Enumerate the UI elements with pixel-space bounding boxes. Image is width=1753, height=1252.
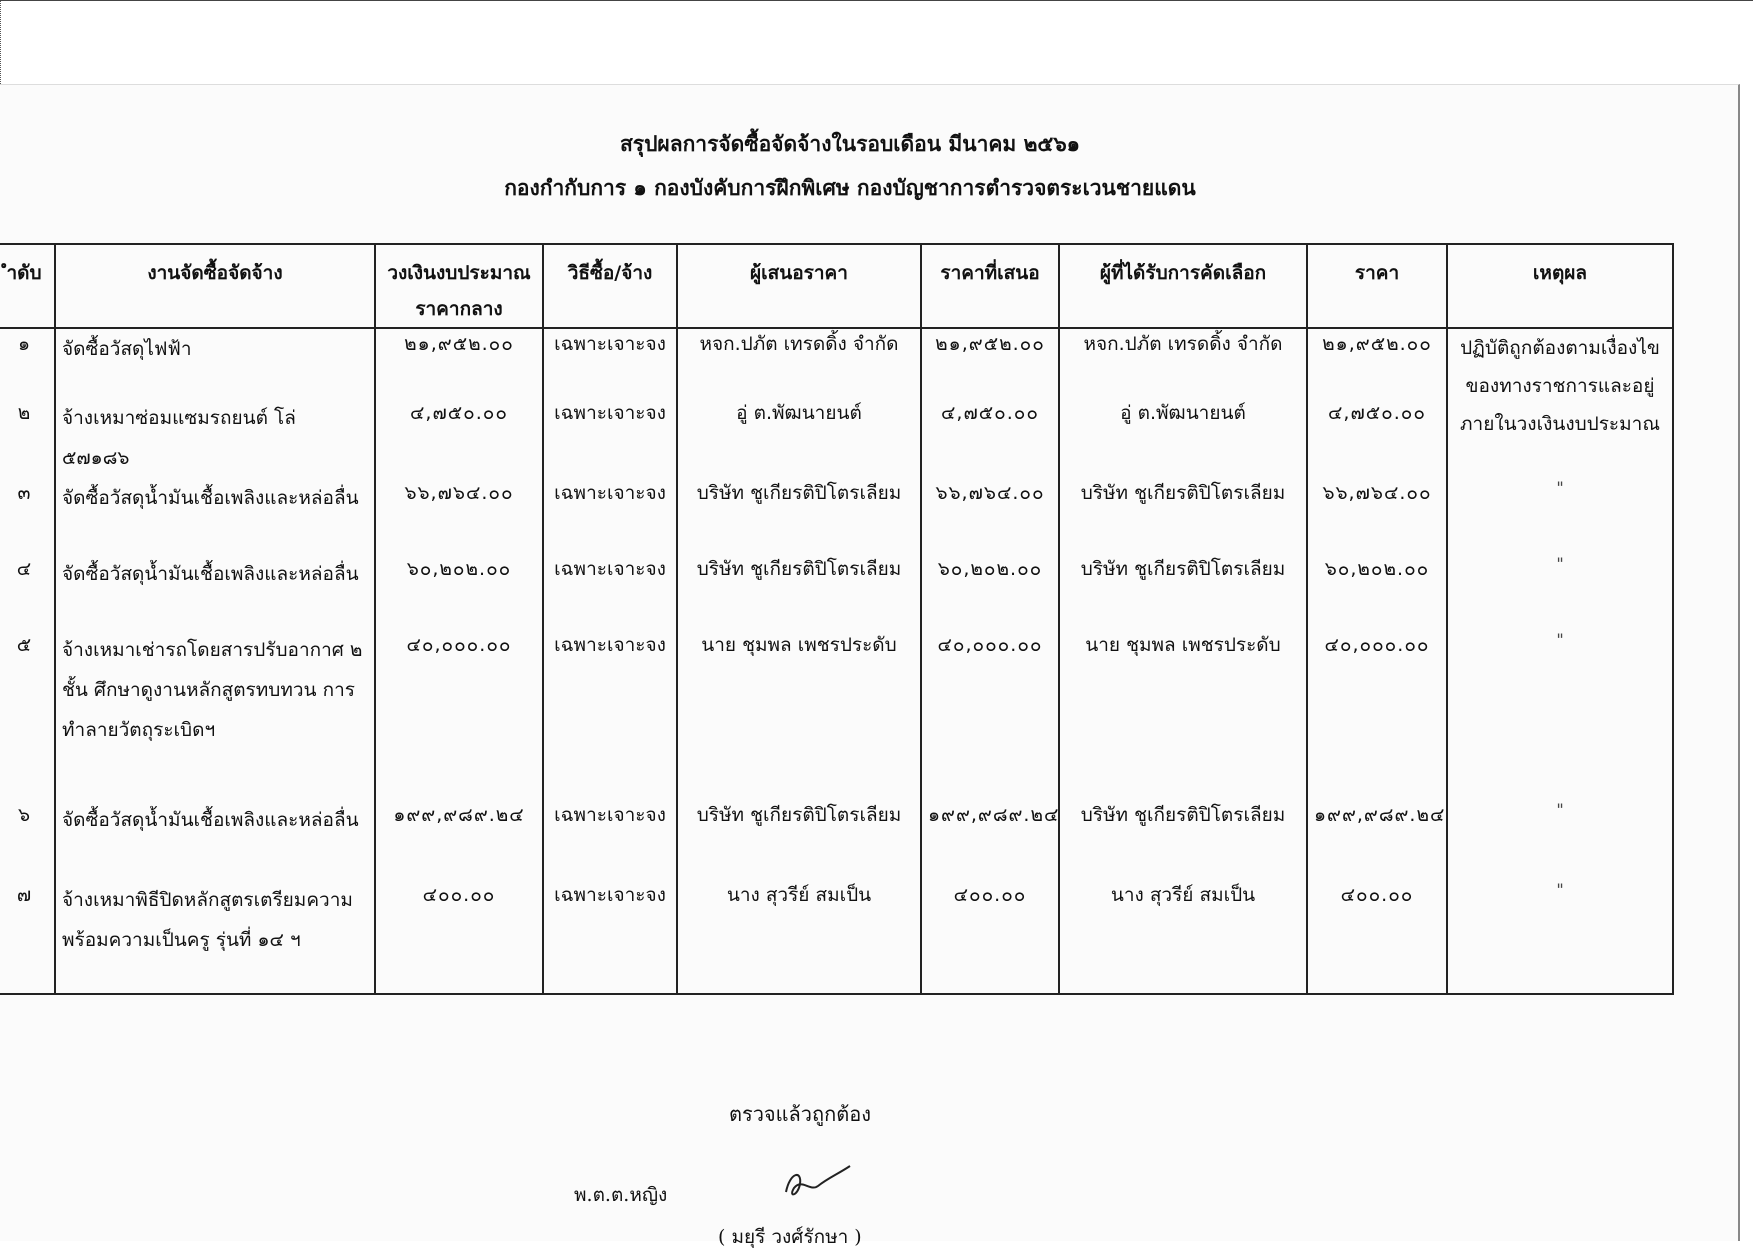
row-number: ๗: [0, 880, 55, 994]
row-bidder: นาง สุวรีย์ สมเป็น: [677, 880, 921, 994]
table-row: [0, 398, 1673, 478]
row-price: ๖๐,๒๐๒.๐๐: [1307, 554, 1447, 630]
procurement-table: [0, 243, 1674, 995]
row-price: ๑๙๙,๙๘๙.๒๔: [1307, 800, 1447, 880]
row-method: เฉพาะเจาะจง: [543, 398, 677, 478]
signature-mark: [780, 1162, 852, 1204]
row-budget: ๒๑,๙๕๒.๐๐: [375, 328, 543, 398]
col-header-budget-label: วงเงินงบประมาณ: [387, 262, 531, 284]
row-bid-price: ๖๖,๗๖๔.๐๐: [921, 478, 1059, 554]
row-selected: นาย ชุมพล เพชรประดับ: [1059, 630, 1307, 800]
row-selected: อู่ ต.พัฒนายนต์: [1059, 398, 1307, 478]
col-header-bid-price: ราคาที่เสนอ: [921, 244, 1059, 328]
row-number: ๔: [0, 554, 55, 630]
col-header-item: งานจัดซื้อจัดจ้าง: [55, 244, 375, 328]
row-item: จ้างเหมาพิธีปิดหลักสูตรเตรียมความ พร้อมความเป็นครู รุ่นที่ ๑๔ ฯ: [55, 880, 375, 994]
row-budget: ๖๐,๒๐๒.๐๐: [375, 554, 543, 630]
row-budget: ๔๐๐.๐๐: [375, 880, 543, 994]
row-bid-price: ๒๑,๙๕๒.๐๐: [921, 328, 1059, 398]
row-number: ๓: [0, 478, 55, 554]
row-price: ๔๐๐.๐๐: [1307, 880, 1447, 994]
row-item: จัดซื้อวัสดุน้ำมันเชื้อเพลิงและหล่อลื่น: [55, 800, 375, 880]
scan-edge-top: [0, 0, 1753, 7]
row-item: จัดซื้อวัสดุน้ำมันเชื้อเพลิงและหล่อลื่น: [55, 478, 375, 554]
row-budget: ๔๐,๐๐๐.๐๐: [375, 630, 543, 800]
row-item: จัดซื้อวัสดุไฟฟ้า: [55, 328, 375, 398]
row-item: จ้างเหมาซ่อมแซมรถยนต์ โล่ ๕๗๑๘๖: [55, 398, 375, 478]
row-price: ๔๐,๐๐๐.๐๐: [1307, 630, 1447, 800]
row-method: เฉพาะเจาะจง: [543, 554, 677, 630]
col-header-budget: [375, 244, 543, 328]
col-header-bidder: ผู้เสนอราคา: [677, 244, 921, 328]
verification-text: ตรวจแล้วถูกต้อง: [728, 1102, 872, 1126]
row-reason-ditto: ": [1447, 800, 1673, 880]
row-price: ๒๑,๙๕๒.๐๐: [1307, 328, 1447, 398]
document-subtitle: กองกำกับการ ๑ กองบังคับการฝึกพิเศษ กองบัญชาการตำรวจตระเวนชายแดน: [504, 175, 1196, 200]
table-header-row: [0, 244, 1673, 328]
row-budget: ๑๙๙,๙๘๙.๒๔: [375, 800, 543, 880]
row-bid-price: ๔๐,๐๐๐.๐๐: [921, 630, 1059, 800]
row-bidder: อู่ ต.พัฒนายนต์: [677, 398, 921, 478]
row-reason: ปฏิบัติถูกต้องตามเงื่องไข ของทางราชการและอยู่ ภายในวงเงินงบประมาณ: [1447, 328, 1673, 478]
row-method: เฉพาะเจาะจง: [543, 328, 677, 398]
table-row: [0, 328, 1673, 398]
document-title: สรุปผลการจัดซื้อจัดจ้างในรอบเดือน มีนาคม ๒๕๖๑: [619, 131, 1080, 156]
row-bid-price: ๑๙๙,๙๘๙.๒๔: [921, 800, 1059, 880]
row-bidder: บริษัท ชูเกียรติปิโตรเลียม: [677, 800, 921, 880]
row-reason-ditto: ": [1447, 630, 1673, 800]
table-row: [0, 880, 1673, 994]
row-budget: ๔,๗๕๐.๐๐: [375, 398, 543, 478]
signer-name: ( มยุรี วงศ์รักษา ): [718, 1226, 862, 1248]
row-bid-price: ๖๐,๒๐๒.๐๐: [921, 554, 1059, 630]
table-row: [0, 630, 1673, 800]
row-reason-ditto: ": [1447, 478, 1673, 554]
row-bidder: บริษัท ชูเกียรติปิโตรเลียม: [677, 478, 921, 554]
row-selected: บริษัท ชูเกียรติปิโตรเลียม: [1059, 800, 1307, 880]
row-number: ๑: [0, 328, 55, 398]
row-bid-price: ๔,๗๕๐.๐๐: [921, 398, 1059, 478]
row-method: เฉพาะเจาะจง: [543, 880, 677, 994]
signer-rank: พ.ต.ต.หญิง: [574, 1184, 668, 1206]
row-bid-price: ๔๐๐.๐๐: [921, 880, 1059, 994]
row-reason-ditto: ": [1447, 554, 1673, 630]
row-selected: นาง สุวรีย์ สมเป็น: [1059, 880, 1307, 994]
row-bidder: นาย ชุมพล เพชรประดับ: [677, 630, 921, 800]
row-reason-ditto: ": [1447, 880, 1673, 994]
row-number: ๖: [0, 800, 55, 880]
col-header-price: ราคา: [1307, 244, 1447, 328]
col-header-budget-sub: ราคากลาง: [415, 298, 503, 320]
col-header-reason: เหตุผล: [1447, 244, 1673, 328]
table-row: [0, 554, 1673, 630]
row-number: ๕: [0, 630, 55, 800]
row-method: เฉพาะเจาะจง: [543, 630, 677, 800]
row-bidder: บริษัท ชูเกียรติปิโตรเลียม: [677, 554, 921, 630]
row-item: จัดซื้อวัสดุน้ำมันเชื้อเพลิงและหล่อลื่น: [55, 554, 375, 630]
row-item: จ้างเหมาเช่ารถโดยสารปรับอากาศ ๒ ชั้น ศึกษาดูงานหลักสูตรทบทวน การทำลายวัตถุระเบิดฯ: [55, 630, 375, 800]
table-row: [0, 800, 1673, 880]
row-price: ๖๖,๗๖๔.๐๐: [1307, 478, 1447, 554]
row-number: ๒: [0, 398, 55, 478]
row-budget: ๖๖,๗๖๔.๐๐: [375, 478, 543, 554]
table-row: [0, 478, 1673, 554]
row-selected: บริษัท ชูเกียรติปิโตรเลียม: [1059, 478, 1307, 554]
row-selected: บริษัท ชูเกียรติปิโตรเลียม: [1059, 554, 1307, 630]
row-price: ๔,๗๕๐.๐๐: [1307, 398, 1447, 478]
row-method: เฉพาะเจาะจง: [543, 800, 677, 880]
row-method: เฉพาะเจาะจง: [543, 478, 677, 554]
col-header-method: วิธีซื้อ/จ้าง: [543, 244, 677, 328]
col-header-no: ำดับ: [0, 244, 55, 328]
row-selected: หจก.ปภัต เทรดดิ้ง จำกัด: [1059, 328, 1307, 398]
col-header-selected: ผู้ที่ได้รับการคัดเลือก: [1059, 244, 1307, 328]
row-bidder: หจก.ปภัต เทรดดิ้ง จำกัด: [677, 328, 921, 398]
